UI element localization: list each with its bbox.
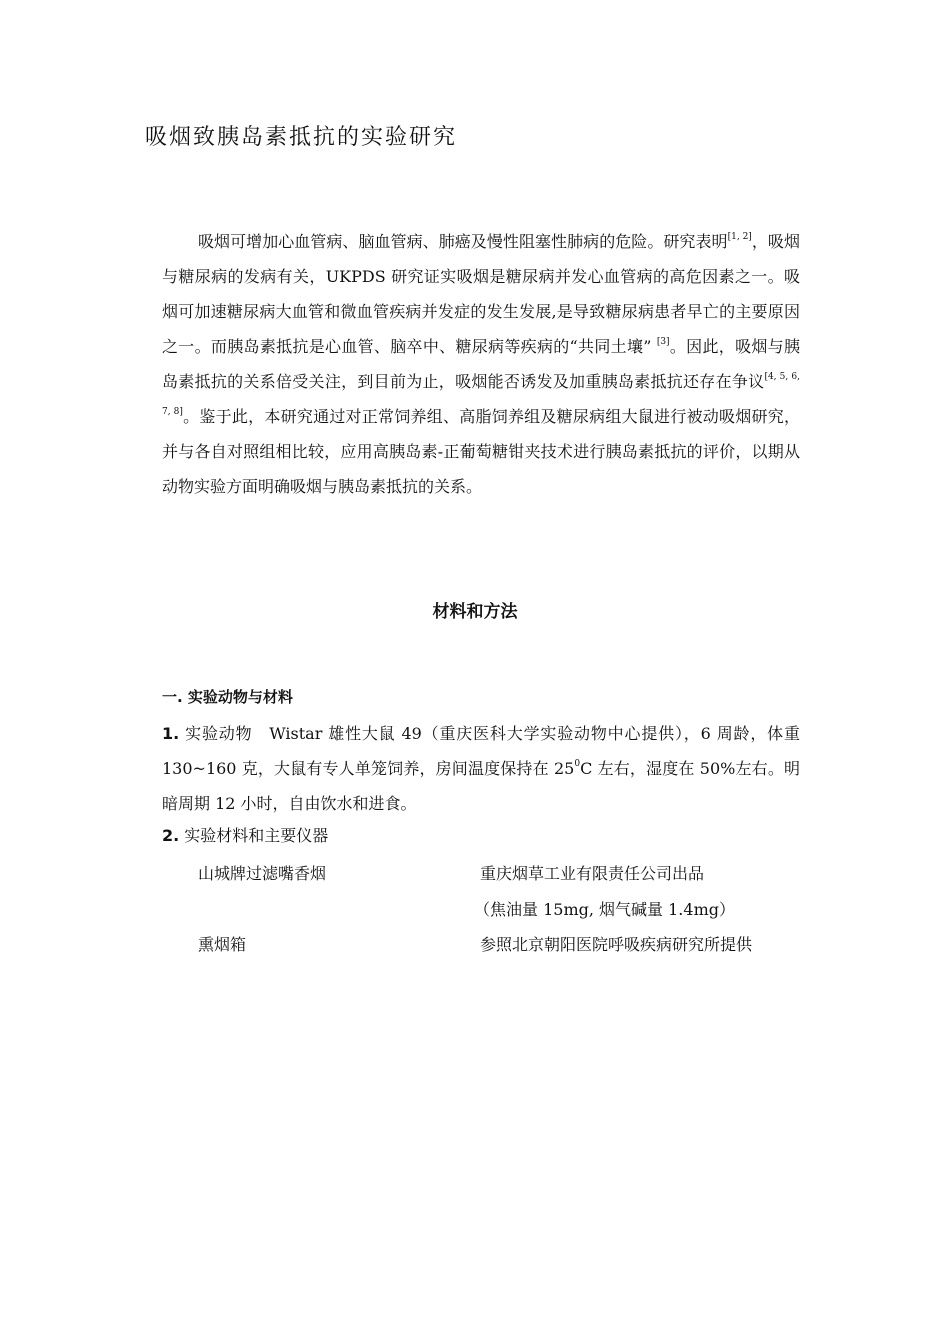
- material-source-cigarette: 重庆烟草工业有限责任公司出品: [480, 864, 705, 883]
- material-note-cigarette: （焦油量 15mg, 烟气碱量 1.4mg）: [474, 900, 735, 919]
- materials-heading: [162, 823, 328, 846]
- intro-text-2: ，吸烟与糖尿病的发病有关，UKPDS 研究证实吸烟是糖尿病并发心血管病的高危因素之一。吸烟可加速糖尿病大血管和微血管疾病并发症的发生发展,是导致糖尿病患者早亡的主要原因之一。而胰岛素抵抗是心血管、脑卒中、糖尿病等疾病的“共同土壤”: [162, 232, 800, 356]
- item-number-2: 2.: [162, 826, 180, 845]
- intro-text-1: 吸烟可增加心血管病、脑血管病、肺癌及慢性阻塞性肺病的危险。研究表明: [198, 232, 728, 251]
- intro-paragraph: [162, 224, 800, 504]
- section-heading: 材料和方法: [432, 602, 518, 622]
- subsection-heading: 一. 实验动物与材料: [162, 688, 293, 706]
- degree-superscript: 0: [574, 759, 581, 769]
- item-number-1: 1.: [162, 724, 180, 743]
- animals-text-1: 实验动物 Wistar 雄性大鼠 49（重庆医科大学实验动物中心提供），6 周龄，体重 130~160 克，大鼠有专人单笼饲养，房间温度保持在 25: [162, 724, 800, 778]
- intro-text-3: 。因此，吸烟与胰岛素抵抗的关系倍受关注，到目前为止，吸烟能否诱发及加重胰岛素抵抗还存在争议: [162, 337, 800, 391]
- animals-text-2: C 左右，湿度在 50%左右。明暗周期 12 小时，自由饮水和进食。: [162, 759, 800, 813]
- document-title: 吸烟致胰岛素抵抗的实验研究: [145, 125, 458, 150]
- material-item-smoke-box: 熏烟箱: [198, 935, 247, 954]
- materials-heading-text: 实验材料和主要仪器: [179, 826, 329, 845]
- animals-paragraph: [162, 716, 800, 821]
- citation-3: [3]: [656, 337, 670, 347]
- citation-4-8: [4, 5, 6, 7, 8]: [162, 372, 800, 417]
- material-item-cigarette: 山城牌过滤嘴香烟: [198, 864, 327, 883]
- material-source-smoke-box: 参照北京朝阳医院呼吸疾病研究所提供: [480, 935, 753, 954]
- citation-1-2: [1, 2]: [727, 232, 752, 242]
- intro-text-4: 。鉴于此，本研究通过对正常饲养组、高脂饲养组及糖尿病组大鼠进行被动吸烟研究，并与各自对照组相比较，应用高胰岛素-正葡萄糖钳夹技术进行胰岛素抵抗的评价，以期从动物实验方面明确吸烟与胰岛素抵抗的关系。: [162, 407, 800, 496]
